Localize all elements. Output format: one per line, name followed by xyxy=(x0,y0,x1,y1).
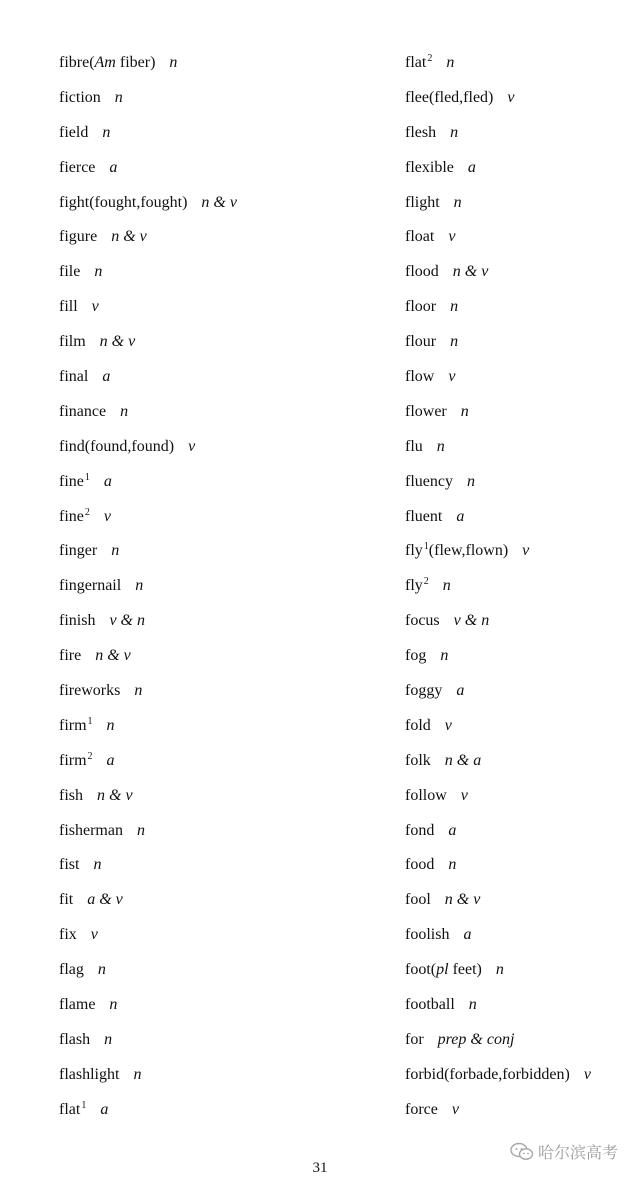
part-of-speech: v xyxy=(451,1100,459,1118)
homonym-number: 2 xyxy=(84,506,90,518)
part-of-speech: n & v xyxy=(99,333,136,351)
headword: flu xyxy=(405,437,423,455)
vocab-entry xyxy=(59,608,379,643)
headword: fill xyxy=(59,298,78,316)
headword: fisherman xyxy=(59,821,123,839)
headword: flame xyxy=(59,996,96,1014)
vocab-entry xyxy=(59,85,379,120)
part-of-speech: n xyxy=(453,193,462,211)
vocab-entry xyxy=(59,992,379,1027)
headword: fireworks xyxy=(59,682,121,700)
vocab-entry xyxy=(405,643,635,678)
part-of-speech: a xyxy=(102,368,111,386)
headword: for xyxy=(405,1030,424,1048)
headword-tail: feet) xyxy=(448,961,482,979)
part-of-speech: n xyxy=(136,821,145,839)
part-of-speech: n xyxy=(466,472,475,490)
part-of-speech: n xyxy=(133,1065,142,1083)
part-of-speech: a xyxy=(456,682,465,700)
headword: flexible xyxy=(405,158,454,176)
headword: flash xyxy=(59,1030,91,1048)
part-of-speech: a & v xyxy=(87,891,123,909)
part-of-speech: n xyxy=(102,123,111,141)
part-of-speech: v xyxy=(90,926,98,944)
part-of-speech: n xyxy=(495,961,504,979)
headword: film xyxy=(59,333,86,351)
headword: force xyxy=(405,1100,438,1118)
vocab-entry xyxy=(59,748,379,783)
part-of-speech: n xyxy=(106,716,115,734)
headword: final xyxy=(59,368,89,386)
headword: firm$^2$ xyxy=(59,750,93,769)
part-of-speech: n xyxy=(93,856,102,874)
part-of-speech: n & v xyxy=(201,193,237,211)
vocab-entry xyxy=(405,713,635,748)
headword: fine$^1$ xyxy=(59,471,90,490)
headword: focus xyxy=(405,612,440,630)
vocab-entry xyxy=(405,887,635,922)
part-of-speech: n xyxy=(446,54,455,71)
headword: foot(pl feet) xyxy=(405,961,482,979)
headword: fold xyxy=(405,716,431,734)
part-of-speech: a xyxy=(463,926,472,944)
part-of-speech: n & v xyxy=(97,786,133,804)
headword: food xyxy=(405,856,435,874)
headword: finance xyxy=(59,402,107,420)
vocab-entry xyxy=(405,1027,635,1062)
headword: flight xyxy=(405,193,440,211)
headword: fool xyxy=(405,891,431,909)
part-of-speech: v xyxy=(507,88,515,106)
homonym-number: 1 xyxy=(423,541,429,553)
vocab-entry xyxy=(59,1062,379,1097)
part-of-speech: n xyxy=(436,437,445,455)
headword: forbid(forbade,forbidden) xyxy=(405,1065,570,1083)
headword: foggy xyxy=(405,682,443,700)
homonym-number: 2 xyxy=(87,750,93,762)
part-of-speech: n & v xyxy=(452,263,489,281)
part-of-speech: n xyxy=(114,88,123,106)
vocab-entry xyxy=(405,957,635,992)
part-of-speech: n & v xyxy=(444,891,481,909)
vocab-entry xyxy=(405,329,635,364)
vocab-entry xyxy=(59,294,379,329)
part-of-speech: n xyxy=(109,996,118,1014)
vocab-entry xyxy=(59,713,379,748)
vocab-entry xyxy=(405,608,635,643)
vocab-entry xyxy=(59,643,379,678)
part-of-speech: n xyxy=(97,961,106,979)
homonym-number: 1 xyxy=(84,471,90,483)
part-of-speech: a xyxy=(456,507,465,525)
headword: float xyxy=(405,228,435,246)
vocab-entry xyxy=(59,1027,379,1062)
vocab-entry xyxy=(59,364,379,399)
homonym-number: 2 xyxy=(423,576,429,588)
vocab-entry xyxy=(59,538,379,573)
vocab-entry xyxy=(405,922,635,957)
vocab-entry xyxy=(405,224,635,259)
headword: fight(fought,fought) xyxy=(59,193,188,211)
part-of-speech: a xyxy=(103,472,112,490)
headword: fire xyxy=(59,647,82,665)
vocab-entry xyxy=(405,364,635,399)
left-column xyxy=(59,50,379,1132)
headword: fit xyxy=(59,891,74,909)
vocab-entry xyxy=(59,469,379,504)
headword: fiction xyxy=(59,88,101,106)
headword-italic: Am xyxy=(94,54,116,71)
headword: file xyxy=(59,263,81,281)
part-of-speech: a xyxy=(100,1100,109,1118)
part-of-speech: v xyxy=(444,716,452,734)
part-of-speech: v xyxy=(583,1065,591,1083)
part-of-speech: v xyxy=(522,542,530,560)
part-of-speech: prep & conj xyxy=(437,1030,515,1048)
part-of-speech: n xyxy=(460,402,469,420)
part-of-speech: n xyxy=(104,1030,113,1048)
part-of-speech: n xyxy=(169,54,178,71)
vocab-entry xyxy=(405,818,635,853)
headword-tail: (flew,flown) xyxy=(428,542,509,560)
vocab-entry xyxy=(59,573,379,608)
headword: fly$^1$(flew,flown) xyxy=(405,541,509,560)
headword: follow xyxy=(405,786,447,804)
headword: fierce xyxy=(59,158,96,176)
vocab-entry xyxy=(405,1097,635,1132)
part-of-speech: v xyxy=(460,786,468,804)
headword: flower xyxy=(405,402,447,420)
vocab-entry xyxy=(405,50,635,85)
part-of-speech: n xyxy=(468,996,477,1014)
headword: fix xyxy=(59,926,77,944)
vocab-entry xyxy=(59,504,379,539)
vocab-entry xyxy=(59,887,379,922)
headword: flat$^1$ xyxy=(59,1099,87,1118)
headword: flag xyxy=(59,961,84,979)
headword: fly$^2$ xyxy=(405,576,429,595)
vocab-entry xyxy=(405,120,635,155)
headword: flood xyxy=(405,263,439,281)
part-of-speech: a xyxy=(109,158,118,176)
vocab-entry xyxy=(405,469,635,504)
vocab-entry xyxy=(405,783,635,818)
vocab-entry xyxy=(59,329,379,364)
vocab-entry xyxy=(59,120,379,155)
headword: figure xyxy=(59,228,98,246)
headword: flee(fled,fled) xyxy=(405,88,494,106)
headword: flow xyxy=(405,368,435,386)
part-of-speech: n xyxy=(120,402,129,420)
headword: flour xyxy=(405,333,437,351)
headword: find(found,found) xyxy=(59,437,175,455)
headword: football xyxy=(405,996,455,1014)
headword: flashlight xyxy=(59,1065,120,1083)
vocab-entry xyxy=(405,852,635,887)
part-of-speech: v xyxy=(448,228,456,246)
homonym-number: 2 xyxy=(427,53,433,64)
headword: fish xyxy=(59,786,83,804)
part-of-speech: n xyxy=(94,263,103,281)
vocab-entry xyxy=(59,852,379,887)
vocab-entry xyxy=(59,678,379,713)
headword: floor xyxy=(405,298,437,316)
part-of-speech: n xyxy=(134,682,143,700)
vocab-entry xyxy=(59,259,379,294)
watermark-text: 哈尔滨高考 xyxy=(537,1143,618,1162)
vocab-entry xyxy=(59,818,379,853)
headword: fingernail xyxy=(59,577,122,595)
part-of-speech: v xyxy=(188,437,196,455)
vocab-entry xyxy=(59,50,379,85)
vocab-entry xyxy=(59,190,379,225)
part-of-speech: n xyxy=(450,123,459,141)
headword: field xyxy=(59,123,89,141)
vocab-entry xyxy=(405,992,635,1027)
vocab-entry xyxy=(59,155,379,190)
part-of-speech: a xyxy=(467,158,476,176)
part-of-speech: v xyxy=(448,368,456,386)
headword: flat$^2$ xyxy=(405,53,433,71)
homonym-number: 1 xyxy=(87,715,93,727)
vocab-entry xyxy=(405,190,635,225)
vocab-entry xyxy=(405,748,635,783)
part-of-speech: n xyxy=(135,577,144,595)
headword: firm$^1$ xyxy=(59,715,93,734)
headword: finger xyxy=(59,542,98,560)
part-of-speech: n xyxy=(440,647,449,665)
vocab-entry xyxy=(59,434,379,469)
part-of-speech: n xyxy=(450,298,459,316)
wechat-icon xyxy=(510,1142,534,1162)
headword: finish xyxy=(59,612,96,630)
headword-italic: pl xyxy=(436,961,449,979)
part-of-speech: n & v xyxy=(111,228,147,246)
headword: fond xyxy=(405,821,435,839)
vocab-entry xyxy=(59,957,379,992)
part-of-speech: v & n xyxy=(453,612,490,630)
vocab-entry xyxy=(405,1062,635,1097)
headword: fluent xyxy=(405,507,443,525)
part-of-speech: v xyxy=(103,507,111,525)
headword: fist xyxy=(59,856,80,874)
vocab-entry xyxy=(405,538,635,573)
part-of-speech: n xyxy=(450,333,459,351)
headword: fine$^2$ xyxy=(59,506,90,525)
headword: flesh xyxy=(405,123,437,141)
part-of-speech: n & v xyxy=(95,647,131,665)
vocab-entry xyxy=(405,294,635,329)
vocab-entry xyxy=(405,678,635,713)
part-of-speech: a xyxy=(106,751,115,769)
vocab-entry xyxy=(59,224,379,259)
headword: fog xyxy=(405,647,427,665)
part-of-speech: v & n xyxy=(109,612,145,630)
vocab-entry xyxy=(59,783,379,818)
part-of-speech: n xyxy=(111,542,120,560)
headword-tail: fiber) xyxy=(115,54,156,71)
vocab-entry xyxy=(405,85,635,120)
headword: fibre(Am fiber) xyxy=(59,54,156,71)
headword: fluency xyxy=(405,472,453,490)
part-of-speech: n & a xyxy=(444,751,482,769)
vocab-entry xyxy=(59,1097,379,1132)
vocab-entry xyxy=(405,259,635,294)
right-column xyxy=(405,50,635,1132)
part-of-speech: n xyxy=(442,577,451,595)
vocab-entry xyxy=(405,434,635,469)
vocab-entry xyxy=(405,155,635,190)
vocab-entry xyxy=(59,399,379,434)
part-of-speech: a xyxy=(448,821,457,839)
part-of-speech: n xyxy=(448,856,457,874)
vocab-entry xyxy=(405,504,635,539)
vocab-entry xyxy=(405,399,635,434)
vocab-entry xyxy=(405,573,635,608)
homonym-number: 1 xyxy=(81,1099,87,1111)
vocab-entry xyxy=(59,922,379,957)
headword: foolish xyxy=(405,926,450,944)
part-of-speech: v xyxy=(91,298,99,316)
headword: folk xyxy=(405,751,431,769)
page-number: 31 xyxy=(312,1160,328,1176)
